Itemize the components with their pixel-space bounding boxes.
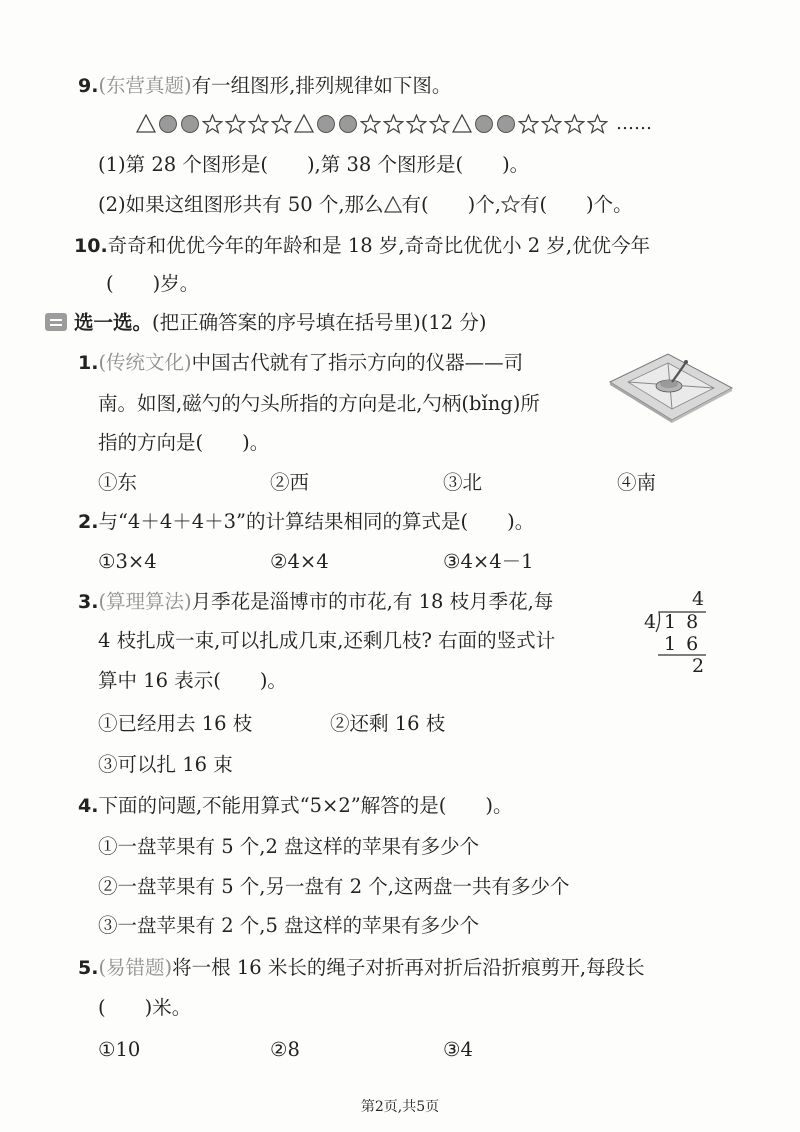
triangle-icon	[294, 114, 314, 133]
page-footer: 第2页,共5页	[360, 1099, 440, 1115]
s3-text: 月季花是淄博市的市花,有 18 枝月季花,每	[191, 590, 554, 613]
s1-line3: 指的方向是( )。	[98, 431, 270, 454]
star-icon	[429, 114, 450, 134]
s5-option-2: ②8	[270, 1038, 300, 1061]
s4-text: 下面的问题,不能用算式“5×2”解答的是( )。	[98, 794, 513, 817]
s3-line3: 算中 16 表示( )。	[98, 669, 287, 692]
s3-option-3: ③可以扎 16 束	[98, 753, 233, 776]
q9-sub2-part-b: 有( )个,	[401, 193, 501, 216]
s5-option-3: ③4	[443, 1038, 473, 1061]
division-dividend: 1 8	[664, 611, 701, 633]
q10-line1	[74, 233, 650, 259]
star-icon	[564, 114, 585, 134]
division-remainder: 2	[692, 655, 705, 677]
division-divisor: 4	[644, 611, 657, 633]
star-icon	[271, 114, 292, 134]
s5-tag: (易错题)	[98, 956, 173, 979]
s5-line1	[78, 955, 645, 981]
s5-text: 将一根 16 米长的绳子对折再对折后沿折痕剪开,每段长	[172, 956, 645, 979]
q9-text: 有一组图形,排列规律如下图。	[191, 74, 452, 97]
triangle-icon	[452, 114, 472, 133]
star-icon	[383, 114, 404, 134]
s5-number: 5.	[78, 957, 99, 979]
division-bracket	[640, 588, 710, 678]
division-quotient: 4	[692, 588, 705, 610]
triangle-icon	[136, 114, 156, 133]
star-icon	[360, 114, 381, 134]
s1-option-3: ③北	[443, 471, 483, 494]
q9-stem	[78, 73, 451, 99]
shape-sequence	[136, 113, 652, 134]
s1-option-2: ②西	[270, 471, 310, 494]
star-icon	[225, 114, 246, 134]
division-product: 1 6	[664, 633, 701, 655]
circle-icon	[158, 114, 178, 134]
s5-line2: ( )米。	[98, 996, 192, 1019]
q9-number: 9.	[78, 75, 99, 97]
triangle-icon	[384, 196, 402, 213]
star-icon	[518, 114, 539, 134]
section2-header	[74, 310, 486, 336]
s5-option-1: ①10	[98, 1038, 141, 1061]
section-badge-icon	[45, 313, 67, 331]
s2-line	[78, 509, 534, 535]
s3-line1	[78, 589, 553, 615]
s1-number: 1.	[78, 352, 99, 374]
sinan-compass-illustration	[606, 348, 736, 424]
s4-option-3: ③一盘苹果有 2 个,5 盘这样的苹果有多少个	[98, 914, 480, 937]
q10-line2: ( )岁。	[106, 272, 200, 295]
q10-number: 10.	[74, 235, 108, 257]
long-division	[640, 588, 710, 678]
q9-tag: (东营真题)	[98, 74, 192, 97]
star-icon	[541, 114, 562, 134]
s2-text: 与“4＋4＋4＋3”的计算结果相同的算式是( )。	[98, 510, 535, 533]
s3-option-1: ①已经用去 16 枝	[98, 712, 253, 735]
s3-option-2: ②还剩 16 枝	[330, 712, 446, 735]
q9-sub2-part-a: (2)如果这组图形共有 50 个,那么	[98, 193, 384, 216]
star-icon	[587, 114, 608, 134]
s2-number: 2.	[78, 511, 99, 533]
circle-icon	[338, 114, 358, 134]
star-icon	[248, 114, 269, 134]
s1-line1	[78, 350, 523, 376]
s4-option-2: ②一盘苹果有 5 个,另一盘有 2 个,这两盘一共有多少个	[98, 875, 570, 898]
s2-option-3: ③4×4－1	[443, 550, 534, 573]
s1-line2: 南。如图,磁勺的勺头所指的方向是北,勺柄(bǐng)所	[98, 392, 540, 415]
s2-option-1: ①3×4	[98, 550, 157, 573]
s3-tag: (算理算法)	[98, 590, 192, 613]
star-icon	[501, 195, 520, 213]
star-icon	[406, 114, 427, 134]
section2-note: (把正确答案的序号填在括号里)(12 分)	[152, 311, 487, 334]
s1-option-1: ①东	[98, 471, 138, 494]
shape-sequence-ellipsis: ……	[616, 113, 652, 134]
q9-sub2	[98, 192, 633, 218]
circle-icon	[180, 114, 200, 134]
star-icon	[202, 114, 223, 134]
s1-option-4: ④南	[617, 471, 657, 494]
circle-icon	[496, 114, 516, 134]
q9-sub1: (1)第 28 个图形是( ),第 38 个图形是( )。	[98, 153, 530, 176]
section2-title: 选一选。	[74, 311, 153, 334]
s4-option-1: ①一盘苹果有 5 个,2 盘这样的苹果有多少个	[98, 835, 480, 858]
q9-sub2-part-c: 有( )个。	[519, 193, 633, 216]
s1-text: 中国古代就有了指示方向的仪器——司	[191, 351, 524, 374]
s4-line	[78, 793, 512, 819]
s2-option-2: ②4×4	[270, 550, 329, 573]
s3-line2: 4 枝扎成一束,可以扎成几束,还剩几枝? 右面的竖式计	[98, 629, 556, 652]
s3-number: 3.	[78, 591, 99, 613]
circle-icon	[474, 114, 494, 134]
s4-number: 4.	[78, 795, 99, 817]
circle-icon	[316, 114, 336, 134]
s1-tag: (传统文化)	[98, 351, 192, 374]
q10-text: 奇奇和优优今年的年龄和是 18 岁,奇奇比优优小 2 岁,优优今年	[107, 234, 651, 257]
